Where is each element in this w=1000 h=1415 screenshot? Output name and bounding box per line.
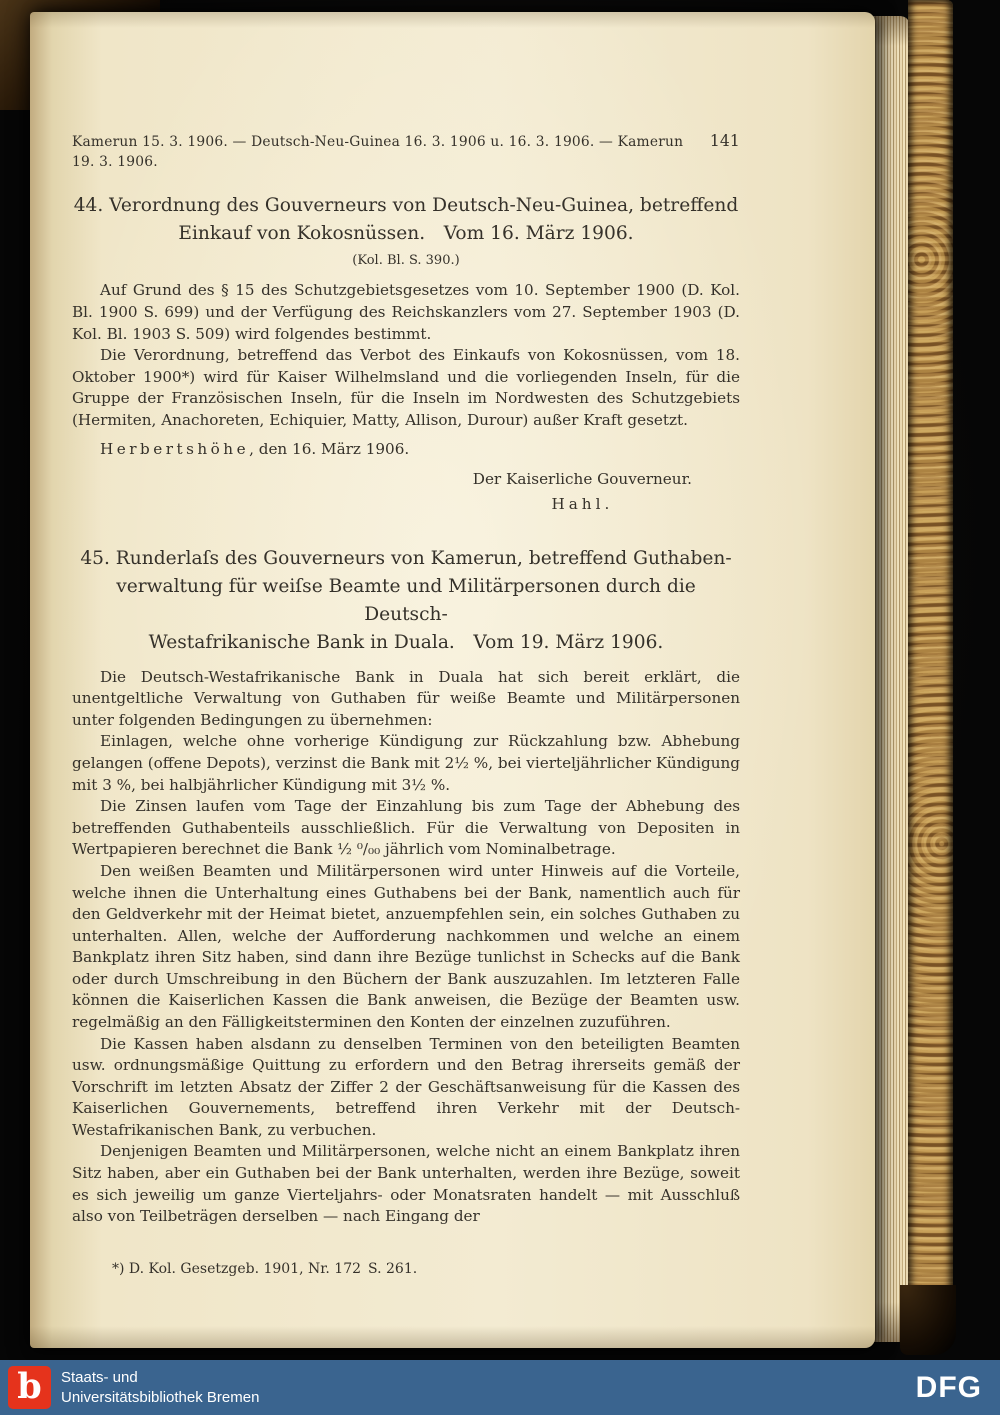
page-content xyxy=(72,130,740,1280)
page-number: 141 xyxy=(709,132,740,150)
book-page xyxy=(30,12,875,1348)
section-44-source-note: (Kol. Bl. S. 390.) xyxy=(352,252,460,268)
library-name xyxy=(61,1368,259,1407)
heading-line: Einkauf von Kokosnüssen. Vom 16. März 1906. xyxy=(178,223,634,245)
paragraph: Denjenigen Beamten und Militärpersonen, welche nicht an einem Bankplatz ihren Sitz haben, aber ein Guthaben bei der Bank unterhalten, werden ihre Bezüge, soweit es sich jeweilig um ganze Vierteljahrs- oder Monatsraten handelt — mit Ausschluß also von Teilbeträgen derselben — nach Eingang der xyxy=(72,1142,740,1226)
signature-name: Hahl. xyxy=(551,494,614,513)
paragraph: Die Zinsen laufen vom Tage der Einzahlung bis zum Tage der Abhebung des betreffenden Guthabenteils ausschließlich. Für die Verwaltung von Depositen in Wertpapieren berechnet die Bank ½ ⁰/₀₀ jährlich vom Nominalbetrage. xyxy=(72,797,740,859)
paragraph: Die Kassen haben alsdann zu denselben Terminen von den beteiligten Beamten usw. ordnungsmäßige Quittung zu erfordern und den Betrag ihrerseits gemäß der Vorschrift im letzten Absatz der Ziffer 2 der Geschäftsanweisung für die Kassen des Kaiserlichen Gouvernements, betreffend ihren Verkehr mit der Deutsch-Westafrikanischen Bank, zu verbuchen. xyxy=(72,1034,740,1139)
running-head-text: Kamerun 15. 3. 1906. — Deutsch-Neu-Guinea 16. 3. 1906 u. 16. 3. 1906. — Kamerun 19. 3. 1906. xyxy=(72,134,684,170)
paragraph: Den weißen Beamten und Militärpersonen wird unter Hinweis auf die Vorteile, welche ihnen die Unterhaltung eines Guthabens bei der Bank, namentlich auch für den Geldverkehr mit der Heimat bietet, anzuempfehlen sein, ein solches Guthaben zu unterhalten. Allen, welche der Aufforderung nachkommen und welche an einem Bankplatz ihren Sitz haben, sind dann ihre Bezüge tunlichst in Schecks auf die Bank oder durch Umschreibung in den Büchern der Bank auszuzahlen. Im letzteren Falle können die Kaiserlichen Kassen die Bank anweisen, die Bezüge der Beamten usw. regelmäßig an den Fälligkeitsterminen den Konten der einzelnen zuzuführen. xyxy=(72,861,740,1031)
signature-block xyxy=(473,469,692,515)
dateline-place: Herbertshöhe xyxy=(100,440,250,459)
marbled-cover-edge xyxy=(908,0,953,1298)
section-45-heading xyxy=(72,545,740,657)
library-footer-bar xyxy=(0,1360,1000,1415)
library-name-line2: Universitätsbibliothek Bremen xyxy=(61,1388,260,1406)
heading-line: 44. Verordnung des Gouverneurs von Deutsch-Neu-Guinea, betreffend xyxy=(73,195,739,217)
footnote: *) D. Kol. Gesetzgeb. 1901, Nr. 172 S. 261. xyxy=(112,1260,418,1277)
signature-role: Der Kaiserliche Gouverneur. xyxy=(472,470,692,489)
dateline-rest: , den 16. März 1906. xyxy=(249,440,410,459)
paragraph: Auf Grund des § 15 des Schutzgebietsgesetzes vom 10. September 1900 (D. Kol. Bl. 1900 S. 699) und der Verfügung des Reichskanzlers vom 27. September 1903 (D. Kol. Bl. 1903 S. 509) wird folgendes bestimmt. xyxy=(72,281,740,343)
running-head xyxy=(72,130,740,172)
book-cover-bottom-corner xyxy=(900,1285,956,1355)
heading-line: verwaltung für weiſse Beamte und Militärpersonen durch die Deutsch- xyxy=(116,576,696,625)
paragraph: Die Verordnung, betreffend das Verbot des Einkaufs von Kokosnüssen, vom 18. Oktober 1900*) wird für Kaiser Wilhelmsland und die vorliegenden Inseln, für die Gruppe der Französischen Inseln, für die Inseln im Nordwesten des Schutzgebiets (Hermiten, Anachoreten, Echiquier, Matty, Allison, Durour) außer Kraft gesetzt. xyxy=(72,346,740,429)
section-44-heading xyxy=(72,192,740,248)
paragraph: Einlagen, welche ohne vorherige Kündigung zur Rückzahlung bzw. Abhebung gelangen (offene Depots), verzinst die Bank mit 2½ %, bei vierteljährlicher Kündigung mit 3 %, bei halbjährlicher Kündigung mit 3½ %. xyxy=(72,732,740,794)
dfg-logo: DFG xyxy=(915,1370,982,1404)
paragraph: Die Deutsch-Westafrikanische Bank in Duala hat sich bereit erklärt, die unentgeltliche Verwaltung von Guthaben für weiße Beamte und Militärpersonen unter folgenden Bedingungen zu übernehmen: xyxy=(72,667,740,729)
dateline xyxy=(72,439,740,461)
suub-logo-icon: b xyxy=(8,1366,51,1409)
heading-line: 45. Runderlaſs des Gouverneurs von Kamerun, betreffend Guthaben- xyxy=(80,548,732,570)
library-name-line1: Staats- und xyxy=(61,1369,138,1386)
heading-line: Westafrikanische Bank in Duala. Vom 19. März 1906. xyxy=(148,631,664,653)
